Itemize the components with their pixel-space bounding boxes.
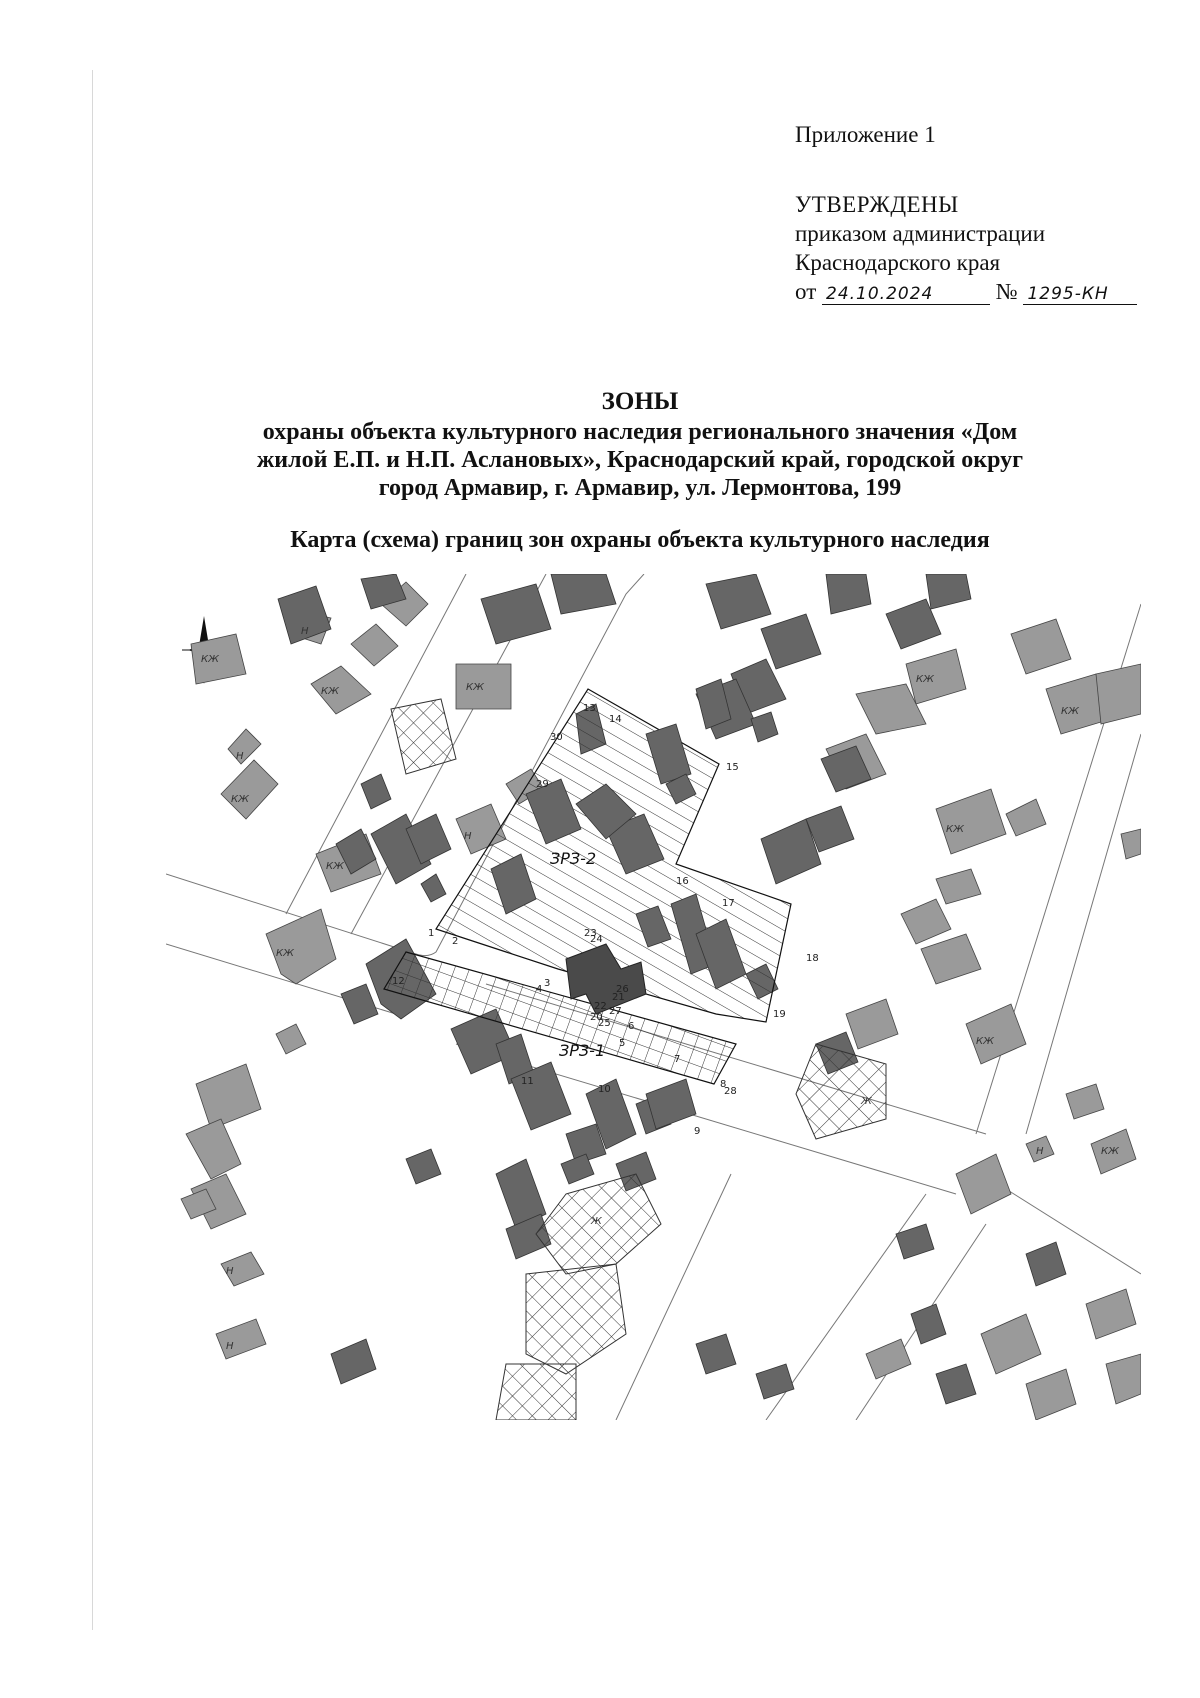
building-label: Ж: [861, 1096, 872, 1107]
point-label: 16: [676, 876, 689, 887]
building-label: Н: [226, 1341, 234, 1352]
point-label: 24: [590, 934, 603, 945]
zone-label-zrz-1: ЗРЗ-1: [559, 1041, 606, 1060]
point-label: 5: [619, 1038, 626, 1049]
point-label: 18: [806, 953, 819, 964]
title-line-2: жилой Е.П. и Н.П. Аслановых», Краснодарский край, городской округ: [256, 447, 1024, 473]
title-line-3: город Армавир, г. Армавир, ул. Лермонтова, 199: [378, 475, 902, 501]
building-label: Н: [1036, 1146, 1044, 1157]
approval-date-line: [795, 277, 1137, 306]
building-label: КЖ: [976, 1036, 994, 1047]
zone-map: [166, 574, 1141, 1420]
building-label: КЖ: [326, 861, 344, 872]
streets: [166, 574, 1141, 1420]
approved-heading: УТВЕРЖДЕНЫ: [795, 192, 959, 217]
document-title: [160, 388, 1120, 502]
building-label: КЖ: [946, 824, 964, 835]
approved-line-3: Краснодарского края: [795, 250, 1001, 275]
point-label: 6: [628, 1021, 635, 1032]
building-label: КЖ: [1061, 706, 1079, 717]
number-prefix: №: [995, 279, 1018, 304]
buildings-light: [181, 582, 1141, 1420]
point-label: 13: [583, 703, 596, 714]
title-main: ЗОНЫ: [601, 388, 679, 415]
building-label: КЖ: [466, 682, 484, 693]
point-label: 17: [722, 898, 735, 909]
approved-line-2: приказом администрации: [795, 221, 1046, 246]
point-label: 23: [584, 928, 597, 939]
point-label: 22: [594, 1001, 607, 1012]
point-label: 26: [616, 984, 629, 995]
point-label: 20: [590, 1012, 603, 1023]
building-label: КЖ: [321, 686, 339, 697]
point-label: 8: [720, 1079, 727, 1090]
point-label: 27: [609, 1006, 622, 1017]
building-label: Н: [464, 831, 472, 842]
point-label: 28: [724, 1086, 737, 1097]
point-label: 1: [428, 928, 435, 939]
building-label: Ж: [591, 1216, 602, 1227]
point-label: 10: [598, 1084, 611, 1095]
zone-label-zrz-2: ЗРЗ-2: [550, 849, 597, 868]
building-label: Н: [301, 626, 309, 637]
handwritten-number: 1295-КН: [1023, 284, 1137, 305]
point-label: 29: [536, 779, 549, 790]
map-caption: Карта (схема) границ зон охраны объекта культурного наследия: [290, 527, 990, 553]
point-label: 3: [544, 978, 551, 989]
point-label: 4: [536, 984, 543, 995]
point-label: 21: [612, 992, 625, 1003]
point-label: 12: [392, 976, 405, 987]
point-label: 2: [452, 936, 459, 947]
building-label: КЖ: [916, 674, 934, 685]
building-label: КЖ: [231, 794, 249, 805]
building-label: КЖ: [276, 948, 294, 959]
point-label: 30: [550, 732, 563, 743]
page-margin-line: [92, 70, 93, 1630]
appendix-label: Приложение 1: [795, 122, 936, 147]
point-label: 14: [609, 714, 622, 725]
building-label: Н: [236, 751, 244, 762]
building-label: КЖ: [1101, 1146, 1119, 1157]
point-label: 25: [598, 1018, 611, 1029]
point-label: 11: [521, 1076, 534, 1087]
title-line-1: охраны объекта культурного наследия регионального значения «Дом: [262, 419, 1018, 445]
handwritten-date: 24.10.2024: [822, 284, 990, 305]
point-label: 19: [773, 1009, 786, 1020]
point-label: 7: [674, 1054, 681, 1065]
point-label: 9: [694, 1126, 701, 1137]
building-label: КЖ: [201, 654, 219, 665]
approval-block: [795, 190, 1137, 306]
point-label: 15: [726, 762, 739, 773]
building-label: Н: [226, 1266, 234, 1277]
date-prefix: от: [795, 279, 817, 304]
